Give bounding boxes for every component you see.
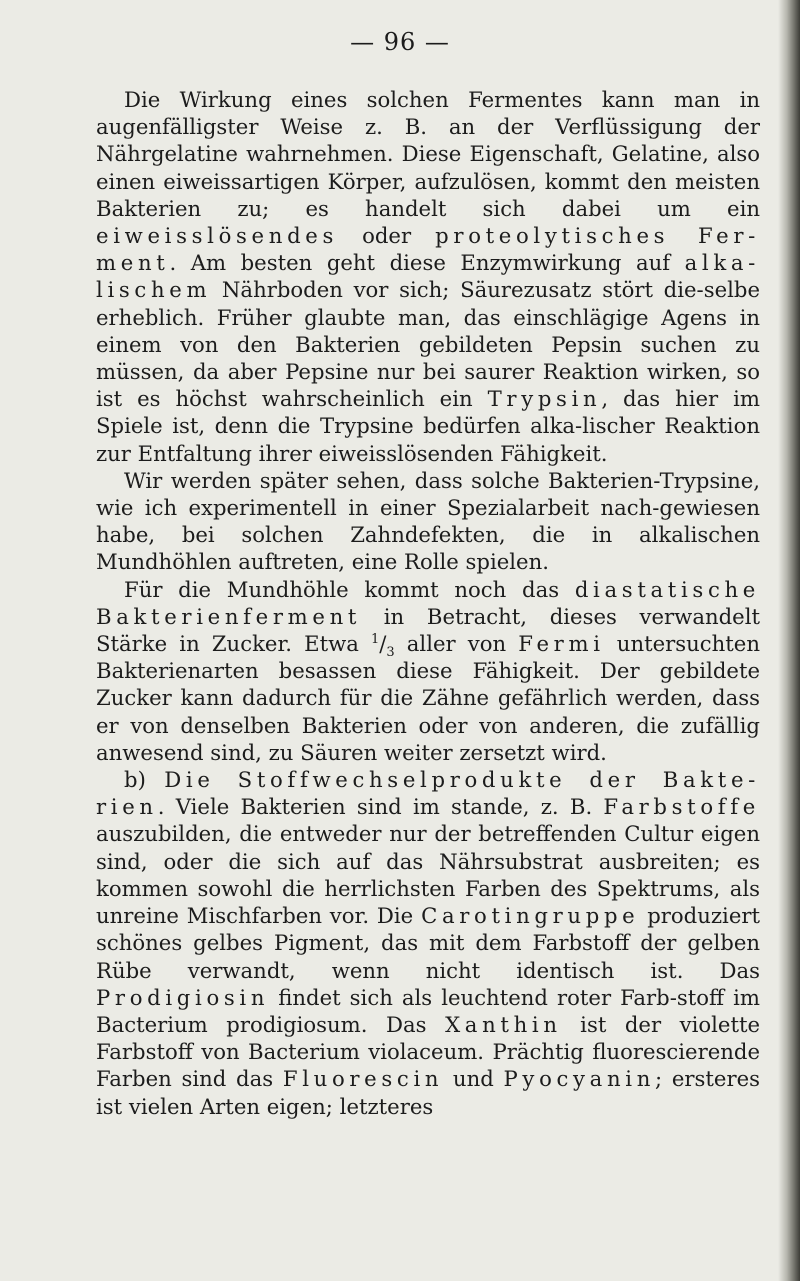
text-run: 3 [386, 645, 395, 661]
spaced-term: Die Stoffwechselprodukte der Bakte-rien [96, 767, 760, 820]
paragraph [96, 576, 760, 766]
text-run: b) [124, 767, 165, 793]
paragraph [96, 467, 760, 576]
body-text [96, 86, 760, 1120]
spaced-term: alka-lischem [96, 250, 760, 303]
text-run: Die Wirkung eines solchen Fermentes kann man in augenfälligster Weise z. B. an der Verflüssigung der Nährgelatine wahrnehmen. Diese Eigenschaft, Gelatine, also einen eiweissartigen Körper, aufzulösen, kommt den meisten Bakterien zu; es handelt sich dabei um ein [96, 87, 760, 221]
text-run: , das hier im Spiele ist, denn die Trypsine bedürfen alka-lischer Reaktion zur Entfaltung ihrer eiweisslösenden Fähigkeit. [96, 386, 761, 466]
spaced-term: Pyocyanin [503, 1066, 656, 1092]
text-run: Für die Mundhöhle kommt noch das [124, 576, 575, 602]
spaced-term: Trypsin [487, 386, 602, 412]
text-run: untersuchten Bakterienarten besassen diese Fähigkeit. Der gebildete Zucker kann dadurch für die Zähne gefährlich werden, dass er von denselben Bakterien oder von anderen, die zufällig anwesend sind, zu Säuren weiter zersetzt wird. [96, 631, 760, 765]
page-edge-shadow [778, 0, 800, 1281]
text-run: in Betracht, dieses verwandelt Stärke in Zucker. Etwa [96, 603, 760, 657]
text-run: . Am besten geht diese Enzymwirkung auf [169, 250, 685, 276]
spaced-term: diastatische Bakterienferment [96, 576, 760, 629]
spaced-term: Fluorescin [282, 1066, 444, 1092]
spaced-term: proteolytisches Fer-ment [96, 223, 760, 276]
spaced-term: Carotingruppe [421, 903, 640, 929]
spaced-term: Xanthin [445, 1011, 562, 1037]
spaced-term: Farbstoffe [603, 794, 760, 820]
spaced-term: Fermi [518, 631, 605, 657]
text-run: / [379, 631, 387, 657]
spaced-term: Prodigiosin [96, 984, 270, 1010]
text-run: ; ersteres ist vielen Arten eigen; letzteres [96, 1066, 761, 1119]
spaced-term: eiweisslösendes [96, 223, 339, 249]
text-run: 1 [370, 632, 380, 647]
text-run: . Viele Bakterien sind im stande, z. B. [157, 794, 604, 820]
text-run: Wir werden später sehen, dass solche Bakterien-Trypsine, wie ich experimentell in einer Spezialarbeit nach-gewiesen habe, bei solchen Zahndefekten, die in alkalischen Mundhöhlen auftreten, eine Rolle spielen. [96, 467, 760, 575]
text-run: findet sich als leuchtend roter Farb-stoff im Bacterium prodigiosum. Das [96, 984, 760, 1037]
paragraph [96, 86, 760, 467]
text-run: aller von [394, 631, 519, 657]
text-run: ist der violette Farbstoff von Bacterium violaceum. Prächtig fluorescierende Farben sind das [96, 1011, 761, 1092]
text-run: produziert schönes gelbes Pigment, das mit dem Farbstoff der gelben Rübe verwandt, wenn nicht identisch ist. Das [96, 903, 760, 983]
text-run: Nährboden vor sich; Säurezusatz stört die-selbe erheblich. Früher glaubte man, das einschlägige Agens in einem von den Bakterien gebildeten Pepsin suchen zu müssen, da aber Pepsine nur bei saurer Reaktion wirken, so ist es höchst wahrscheinlich ein [96, 277, 760, 412]
paragraph [96, 766, 760, 1120]
text-run: auszubilden, die entweder nur der betreffenden Cultur eigen sind, oder die sich auf das Nährsubstrat ausbreiten; es kommen sowohl die herrlichsten Farben des Spektrums, als unreine Mischfarben vor. Die [96, 821, 760, 929]
text-run: oder [338, 223, 436, 249]
page-number: — 96 — [350, 28, 450, 56]
text-run: und [443, 1066, 504, 1092]
